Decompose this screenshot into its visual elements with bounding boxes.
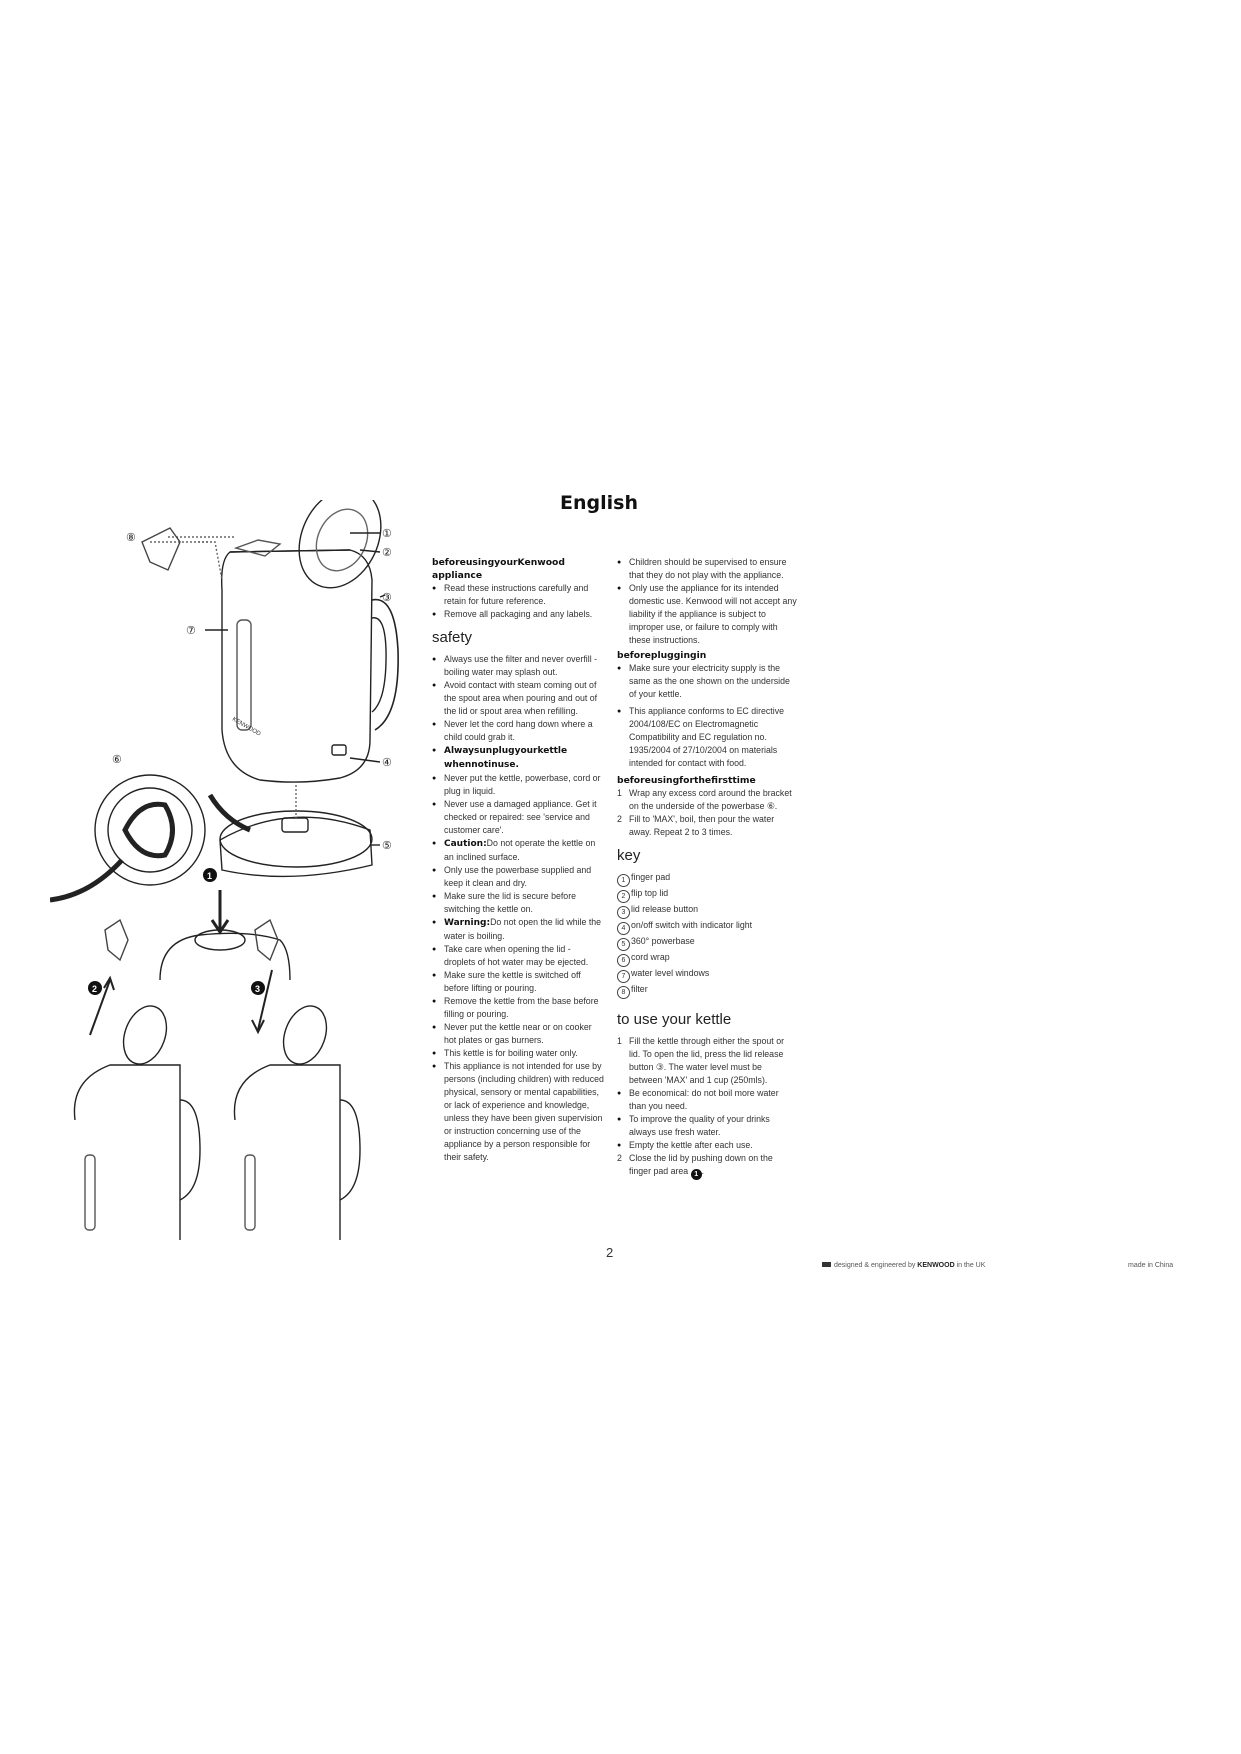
list-item: ● Make sure the kettle is switched off before lifting or pouring. bbox=[432, 969, 604, 995]
key-item: 2 flip top lid bbox=[617, 887, 797, 903]
key-item: 1 finger pad bbox=[617, 871, 797, 887]
list-item: ● Children should be supervised to ensure that they do not play with the appliance. bbox=[617, 556, 797, 582]
before-using-list bbox=[432, 582, 604, 621]
filter-step3 bbox=[255, 920, 278, 960]
callout-4: ④ bbox=[382, 757, 392, 769]
list-item: ● Only use the powerbase supplied and keep it clean and dry. bbox=[432, 864, 604, 890]
filter-step2 bbox=[105, 920, 128, 960]
key-item: 6 cord wrap bbox=[617, 951, 797, 967]
footer-brand: KENWOOD bbox=[917, 1262, 955, 1269]
general-safety-list bbox=[617, 556, 797, 647]
key-item: 7 water level windows bbox=[617, 967, 797, 983]
list-item: ● Never put the kettle near or on cooker hot plates or gas burners. bbox=[432, 1021, 604, 1047]
kettle-brand-label: KENWOOD bbox=[231, 716, 262, 738]
before-plugging-heading: beforepluggingin bbox=[617, 650, 707, 661]
list-item: ● Never use a damaged appliance. Get it checked or repaired: see 'service and customer care'. bbox=[432, 798, 604, 837]
list-item: ● Caution:Do not operate the kettle on an inclined surface. bbox=[432, 837, 604, 864]
uk-flag-icon bbox=[822, 1262, 831, 1267]
use-tips-list bbox=[617, 1087, 797, 1152]
first-time-steps bbox=[617, 787, 797, 839]
list-item: ● Always use the filter and never overfill - boiling water may splash out. bbox=[432, 653, 604, 679]
key-item: 3 lid release button bbox=[617, 903, 797, 919]
list-item: ● Take care when opening the lid - droplets of hot water may be ejected. bbox=[432, 943, 604, 969]
list-item: ● This appliance conforms to EC directive 2004/108/EC on Electromagnetic Compatibility and EC regulation no. 1935/2004 of 27/10/2004 on materials intended for contact with food. bbox=[617, 705, 797, 770]
callout-5: ⑤ bbox=[382, 840, 392, 852]
list-item: ● To improve the quality of your drinks always use fresh water. bbox=[617, 1113, 797, 1139]
footer-designed: designed & engineered by KENWOOD in the UK bbox=[822, 1262, 985, 1269]
use-step-1 bbox=[617, 1035, 797, 1087]
list-item: ● Warning:Do not open the lid while the water is boiling. bbox=[432, 916, 604, 943]
callout-1: ① bbox=[382, 528, 392, 540]
column-left bbox=[432, 556, 604, 1164]
use-step-2 bbox=[617, 1152, 797, 1180]
step-marker-1: 1 bbox=[207, 871, 213, 881]
list-item: 2 Close the lid by pushing down on the finger pad area 1 . bbox=[617, 1153, 773, 1178]
callout-3: ③ bbox=[382, 592, 392, 604]
footer-made-in: made in China bbox=[1128, 1262, 1174, 1269]
key-item: 5 360° powerbase bbox=[617, 935, 797, 951]
before-using-heading: beforeusingyourKenwood appliance bbox=[432, 557, 565, 581]
key-heading: key bbox=[617, 847, 641, 864]
list-item: ● Remove all packaging and any labels. bbox=[432, 608, 604, 621]
list-item: ● Be economical: do not boil more water than you need. bbox=[617, 1087, 797, 1113]
kettle-illustration bbox=[50, 500, 410, 1240]
callout-8: ⑧ bbox=[126, 532, 136, 544]
list-item: ● Make sure your electricity supply is the same as the one shown on the underside of your kettle. bbox=[617, 662, 797, 701]
kettle-body bbox=[222, 550, 372, 782]
callout-6: ⑥ bbox=[112, 754, 122, 766]
list-item: ● This appliance is not intended for use by persons (including children) with reduced physical, sensory or mental capabilities, or lack of experience and knowledge, unless they have been given supervision or instruction concerning use of the appliance by a person responsible for their safety. bbox=[432, 1060, 604, 1164]
step-marker-3: 3 bbox=[255, 984, 261, 994]
key-list bbox=[617, 871, 797, 999]
list-item: ● Avoid contact with steam coming out of the spout area when pouring and out of the lid or spout area when refilling. bbox=[432, 679, 604, 718]
list-item: ● Read these instructions carefully and retain for future reference. bbox=[432, 582, 604, 608]
list-item: 1 Wrap any excess cord around the bracket on the underside of the powerbase ⑥. bbox=[617, 788, 792, 811]
before-plugging-list bbox=[617, 662, 797, 770]
list-item: 2 Fill to 'MAX', boil, then pour the water away. Repeat 2 to 3 times. bbox=[617, 814, 775, 837]
step-marker-2: 2 bbox=[92, 984, 98, 994]
list-item: ● Make sure the lid is secure before switching the kettle on. bbox=[432, 890, 604, 916]
callout-7: ⑦ bbox=[186, 625, 196, 637]
safety-list bbox=[432, 653, 604, 1164]
page-number: 2 bbox=[606, 1245, 614, 1260]
column-right bbox=[617, 556, 797, 1180]
callout-2: ② bbox=[382, 547, 392, 559]
use-kettle-heading: to use your kettle bbox=[617, 1011, 732, 1028]
list-item: 1 Fill the kettle through either the spout or lid. To open the lid, press the lid release button ③. The water level must be between 'MAX' and 1 cup (250mls). bbox=[617, 1036, 785, 1085]
list-item: ● Alwaysunplugyourkettle whennotinuse. bbox=[432, 744, 604, 772]
kettle-handle bbox=[372, 600, 398, 730]
list-item: ● Only use the appliance for its intended domestic use. Kenwood will not accept any liability if the appliance is subject to improper use, or failure to comply with these instructions. bbox=[617, 582, 797, 647]
filter-part bbox=[142, 528, 180, 570]
safety-heading: safety bbox=[432, 629, 473, 646]
list-item: ● Never let the cord hang down where a child could grab it. bbox=[432, 718, 604, 744]
key-item: 8 filter bbox=[617, 983, 797, 999]
list-item: ● Empty the kettle after each use. bbox=[617, 1139, 797, 1152]
key-item: 4 on/off switch with indicator light bbox=[617, 919, 797, 935]
list-item: ● Never put the kettle, powerbase, cord or plug in liquid. bbox=[432, 772, 604, 798]
list-item: ● This kettle is for boiling water only. bbox=[432, 1047, 604, 1060]
page-title: English bbox=[560, 492, 638, 514]
list-item: ● Remove the kettle from the base before filling or pouring. bbox=[432, 995, 604, 1021]
first-time-heading: beforeusingforthefirsttime bbox=[617, 775, 756, 786]
step-marker-inline: 1 bbox=[691, 1169, 702, 1180]
